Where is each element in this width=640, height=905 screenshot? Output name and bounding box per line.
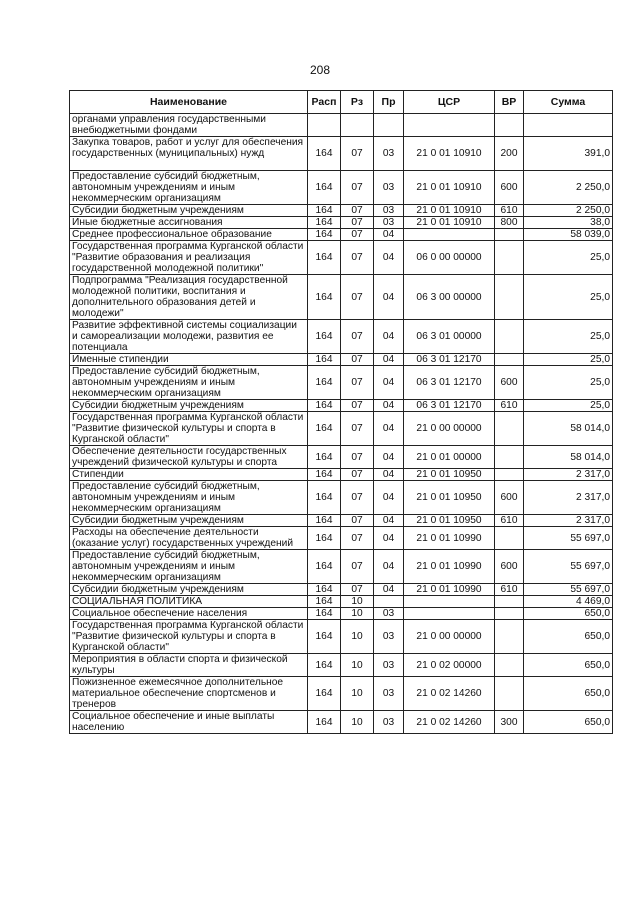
- table-row: [70, 320, 613, 354]
- cell-sum: 2 250,0: [524, 205, 613, 217]
- cell-pr: 04: [374, 229, 404, 241]
- cell-name: Предоставление субсидий бюджетным, автономным учреждениям и иным некоммерческим организациям: [70, 550, 308, 584]
- cell-sum: 38,0: [524, 217, 613, 229]
- cell-rz: 07: [341, 241, 374, 275]
- table-row: [70, 229, 613, 241]
- cell-sum: 2 317,0: [524, 469, 613, 481]
- header-csr: ЦСР: [404, 91, 495, 114]
- cell-name: Стипендии: [70, 469, 308, 481]
- cell-csr: [404, 114, 495, 137]
- cell-vr: [495, 320, 524, 354]
- cell-rz: 07: [341, 469, 374, 481]
- cell-csr: 06 3 01 12170: [404, 400, 495, 412]
- cell-csr: 21 0 01 10950: [404, 481, 495, 515]
- cell-name: Государственная программа Курганской области "Развитие физической культуры и спорта в Курганской области": [70, 412, 308, 446]
- cell-name: Субсидии бюджетным учреждениям: [70, 205, 308, 217]
- cell-name: Иные бюджетные ассигнования: [70, 217, 308, 229]
- cell-pr: 04: [374, 400, 404, 412]
- cell-sum: 58 014,0: [524, 412, 613, 446]
- cell-pr: 03: [374, 171, 404, 205]
- cell-csr: 21 0 01 10910: [404, 205, 495, 217]
- cell-pr: 04: [374, 366, 404, 400]
- cell-rz: 07: [341, 137, 374, 171]
- cell-pr: 03: [374, 205, 404, 217]
- cell-name: Социальное обеспечение и иные выплаты населению: [70, 711, 308, 734]
- header-rasp: Расп: [308, 91, 341, 114]
- cell-csr: [404, 596, 495, 608]
- cell-sum: 55 697,0: [524, 550, 613, 584]
- cell-name: органами управления государственными внебюджетными фондами: [70, 114, 308, 137]
- cell-csr: 06 3 01 12170: [404, 366, 495, 400]
- cell-csr: 06 3 00 00000: [404, 275, 495, 320]
- cell-name: Предоставление субсидий бюджетным, автономным учреждениям и иным некоммерческим организациям: [70, 171, 308, 205]
- cell-csr: 06 0 00 00000: [404, 241, 495, 275]
- cell-csr: 21 0 01 00000: [404, 446, 495, 469]
- cell-vr: 610: [495, 515, 524, 527]
- cell-rasp: 164: [308, 515, 341, 527]
- table-row: [70, 654, 613, 677]
- cell-rasp: 164: [308, 469, 341, 481]
- cell-csr: 21 0 01 10990: [404, 550, 495, 584]
- table-row: [70, 481, 613, 515]
- cell-vr: [495, 412, 524, 446]
- cell-name: Мероприятия в области спорта и физической культуры: [70, 654, 308, 677]
- cell-rz: 07: [341, 275, 374, 320]
- cell-vr: 800: [495, 217, 524, 229]
- cell-csr: 21 0 02 00000: [404, 654, 495, 677]
- cell-rasp: 164: [308, 241, 341, 275]
- table-row: [70, 515, 613, 527]
- cell-sum: 25,0: [524, 366, 613, 400]
- cell-rasp: 164: [308, 171, 341, 205]
- cell-sum: 2 317,0: [524, 515, 613, 527]
- cell-vr: [495, 354, 524, 366]
- cell-vr: [495, 620, 524, 654]
- header-vr: ВР: [495, 91, 524, 114]
- cell-rz: 07: [341, 354, 374, 366]
- cell-vr: [495, 446, 524, 469]
- cell-vr: [495, 469, 524, 481]
- cell-vr: 200: [495, 137, 524, 171]
- cell-sum: 2 250,0: [524, 171, 613, 205]
- cell-rz: [341, 114, 374, 137]
- cell-csr: 21 0 01 10990: [404, 527, 495, 550]
- cell-csr: 21 0 01 10950: [404, 469, 495, 481]
- cell-pr: 04: [374, 446, 404, 469]
- cell-sum: 25,0: [524, 400, 613, 412]
- table-row: [70, 171, 613, 205]
- table-row: [70, 469, 613, 481]
- cell-csr: 21 0 01 10910: [404, 171, 495, 205]
- cell-rz: 10: [341, 596, 374, 608]
- table-row: [70, 527, 613, 550]
- cell-pr: 04: [374, 241, 404, 275]
- cell-name: Закупка товаров, работ и услуг для обеспечения государственных (муниципальных) нужд: [70, 137, 308, 171]
- cell-vr: 600: [495, 550, 524, 584]
- table-row: [70, 620, 613, 654]
- cell-vr: 600: [495, 481, 524, 515]
- cell-pr: 04: [374, 527, 404, 550]
- cell-csr: [404, 608, 495, 620]
- cell-sum: 650,0: [524, 620, 613, 654]
- cell-name: Развитие эффективной системы социализации и самореализации молодежи, развития ее потенциала: [70, 320, 308, 354]
- cell-csr: 06 3 01 12170: [404, 354, 495, 366]
- cell-rasp: 164: [308, 711, 341, 734]
- table-row: [70, 711, 613, 734]
- header-pr: Пр: [374, 91, 404, 114]
- cell-pr: 04: [374, 515, 404, 527]
- cell-rasp: 164: [308, 217, 341, 229]
- cell-vr: 600: [495, 171, 524, 205]
- cell-vr: [495, 241, 524, 275]
- cell-name: Субсидии бюджетным учреждениям: [70, 584, 308, 596]
- cell-name: Предоставление субсидий бюджетным, автономным учреждениям и иным некоммерческим организациям: [70, 481, 308, 515]
- cell-sum: 25,0: [524, 241, 613, 275]
- cell-rz: 07: [341, 229, 374, 241]
- cell-rasp: 164: [308, 275, 341, 320]
- cell-pr: 04: [374, 275, 404, 320]
- cell-sum: 55 697,0: [524, 584, 613, 596]
- table-row: [70, 608, 613, 620]
- cell-rasp: 164: [308, 446, 341, 469]
- page-number: 208: [309, 63, 331, 77]
- cell-rasp: 164: [308, 550, 341, 584]
- cell-vr: [495, 677, 524, 711]
- cell-name: Государственная программа Курганской области "Развитие образования и реализация государственной молодежной политики": [70, 241, 308, 275]
- cell-pr: [374, 596, 404, 608]
- cell-name: Предоставление субсидий бюджетным, автономным учреждениям и иным некоммерческим организациям: [70, 366, 308, 400]
- cell-vr: [495, 608, 524, 620]
- cell-pr: 03: [374, 217, 404, 229]
- cell-pr: 03: [374, 654, 404, 677]
- table-row: [70, 366, 613, 400]
- cell-sum: 650,0: [524, 608, 613, 620]
- cell-vr: [495, 596, 524, 608]
- budget-table: [69, 90, 613, 734]
- cell-rz: 07: [341, 584, 374, 596]
- cell-pr: 04: [374, 481, 404, 515]
- cell-sum: [524, 114, 613, 137]
- cell-rz: 07: [341, 550, 374, 584]
- cell-sum: 55 697,0: [524, 527, 613, 550]
- cell-rasp: 164: [308, 596, 341, 608]
- table-row: [70, 412, 613, 446]
- cell-rasp: 164: [308, 137, 341, 171]
- cell-csr: 21 0 02 14260: [404, 677, 495, 711]
- table-row: [70, 275, 613, 320]
- cell-pr: 04: [374, 469, 404, 481]
- table-row: [70, 550, 613, 584]
- cell-sum: 25,0: [524, 275, 613, 320]
- cell-rasp: 164: [308, 229, 341, 241]
- cell-pr: 03: [374, 711, 404, 734]
- cell-rz: 07: [341, 446, 374, 469]
- cell-rz: 07: [341, 400, 374, 412]
- table-row: [70, 241, 613, 275]
- cell-rz: 10: [341, 620, 374, 654]
- cell-rasp: [308, 114, 341, 137]
- cell-vr: [495, 229, 524, 241]
- cell-rz: 07: [341, 527, 374, 550]
- cell-pr: 04: [374, 354, 404, 366]
- cell-pr: 03: [374, 677, 404, 711]
- cell-vr: [495, 275, 524, 320]
- cell-rasp: 164: [308, 205, 341, 217]
- cell-name: СОЦИАЛЬНАЯ ПОЛИТИКА: [70, 596, 308, 608]
- cell-sum: 4 469,0: [524, 596, 613, 608]
- cell-vr: [495, 527, 524, 550]
- table-header-row: [70, 91, 613, 114]
- cell-rz: 07: [341, 412, 374, 446]
- cell-rz: 07: [341, 366, 374, 400]
- cell-sum: 391,0: [524, 137, 613, 171]
- cell-csr: 06 3 01 00000: [404, 320, 495, 354]
- cell-rasp: 164: [308, 412, 341, 446]
- cell-sum: 650,0: [524, 677, 613, 711]
- cell-rz: 10: [341, 608, 374, 620]
- table-row: [70, 114, 613, 137]
- cell-csr: [404, 229, 495, 241]
- header-name: Наименование: [70, 91, 308, 114]
- cell-vr: 610: [495, 400, 524, 412]
- cell-vr: 610: [495, 205, 524, 217]
- cell-name: Пожизненное ежемесячное дополнительное материальное обеспечение спортсменов и тренеров: [70, 677, 308, 711]
- cell-pr: 04: [374, 550, 404, 584]
- cell-sum: 650,0: [524, 654, 613, 677]
- cell-sum: 25,0: [524, 354, 613, 366]
- cell-name: Социальное обеспечение населения: [70, 608, 308, 620]
- cell-rasp: 164: [308, 584, 341, 596]
- table-row: [70, 677, 613, 711]
- cell-rz: 07: [341, 481, 374, 515]
- cell-pr: 03: [374, 620, 404, 654]
- cell-csr: 21 0 01 10990: [404, 584, 495, 596]
- cell-pr: 04: [374, 584, 404, 596]
- cell-csr: 21 0 01 10910: [404, 217, 495, 229]
- cell-rasp: 164: [308, 320, 341, 354]
- cell-rz: 07: [341, 515, 374, 527]
- cell-rasp: 164: [308, 620, 341, 654]
- cell-sum: 650,0: [524, 711, 613, 734]
- table-row: [70, 217, 613, 229]
- cell-rasp: 164: [308, 677, 341, 711]
- cell-name: Субсидии бюджетным учреждениям: [70, 515, 308, 527]
- cell-name: Среднее профессиональное образование: [70, 229, 308, 241]
- cell-sum: 58 039,0: [524, 229, 613, 241]
- table-row: [70, 596, 613, 608]
- cell-vr: [495, 114, 524, 137]
- table-row: [70, 584, 613, 596]
- table-body: [70, 114, 613, 734]
- cell-name: Подпрограмма "Реализация государственной молодежной политики, воспитания и дополнительного образования детей и молодежи": [70, 275, 308, 320]
- cell-csr: 21 0 02 14260: [404, 711, 495, 734]
- cell-pr: 03: [374, 608, 404, 620]
- cell-rasp: 164: [308, 608, 341, 620]
- cell-csr: 21 0 00 00000: [404, 412, 495, 446]
- cell-sum: 25,0: [524, 320, 613, 354]
- cell-rasp: 164: [308, 366, 341, 400]
- cell-pr: 04: [374, 320, 404, 354]
- cell-pr: 04: [374, 412, 404, 446]
- cell-sum: 58 014,0: [524, 446, 613, 469]
- cell-rz: 07: [341, 171, 374, 205]
- table-row: [70, 137, 613, 171]
- cell-rasp: 164: [308, 400, 341, 412]
- header-sum: Сумма: [524, 91, 613, 114]
- table-row: [70, 446, 613, 469]
- cell-rz: 10: [341, 654, 374, 677]
- cell-name: Расходы на обеспечение деятельности (оказание услуг) государственных учреждений: [70, 527, 308, 550]
- cell-rasp: 164: [308, 654, 341, 677]
- cell-csr: 21 0 01 10950: [404, 515, 495, 527]
- cell-rasp: 164: [308, 354, 341, 366]
- cell-rasp: 164: [308, 527, 341, 550]
- cell-rasp: 164: [308, 481, 341, 515]
- cell-vr: [495, 654, 524, 677]
- cell-sum: 2 317,0: [524, 481, 613, 515]
- cell-rz: 10: [341, 711, 374, 734]
- cell-rz: 07: [341, 205, 374, 217]
- cell-pr: [374, 114, 404, 137]
- table-row: [70, 354, 613, 366]
- cell-name: Субсидии бюджетным учреждениям: [70, 400, 308, 412]
- cell-vr: 610: [495, 584, 524, 596]
- cell-name: Обеспечение деятельности государственных учреждений физической культуры и спорта: [70, 446, 308, 469]
- cell-pr: 03: [374, 137, 404, 171]
- header-rz: Рз: [341, 91, 374, 114]
- cell-csr: 21 0 00 00000: [404, 620, 495, 654]
- cell-rz: 07: [341, 320, 374, 354]
- cell-rz: 10: [341, 677, 374, 711]
- cell-csr: 21 0 01 10910: [404, 137, 495, 171]
- cell-name: Именные стипендии: [70, 354, 308, 366]
- cell-vr: 600: [495, 366, 524, 400]
- table-row: [70, 205, 613, 217]
- table-row: [70, 400, 613, 412]
- cell-vr: 300: [495, 711, 524, 734]
- cell-name: Государственная программа Курганской области "Развитие физической культуры и спорта в Курганской области": [70, 620, 308, 654]
- cell-rz: 07: [341, 217, 374, 229]
